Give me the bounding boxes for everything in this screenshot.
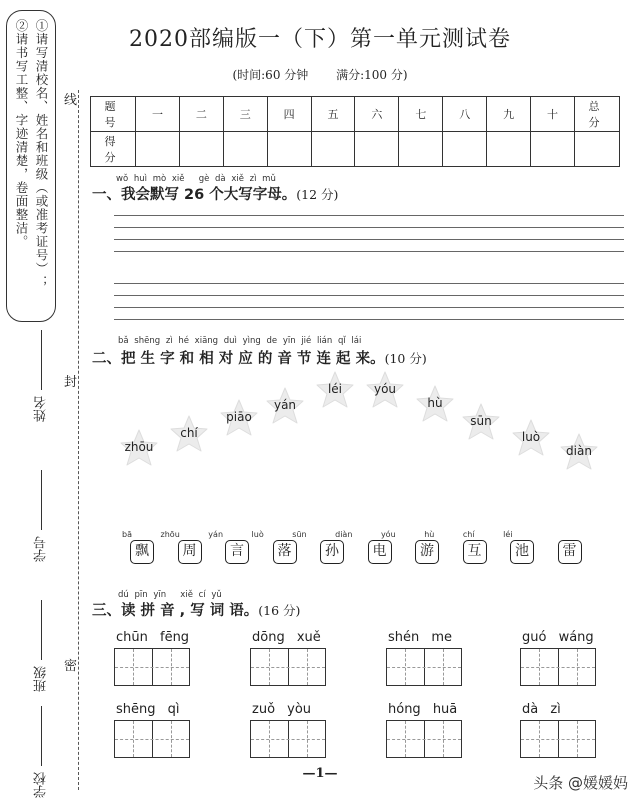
section1-title: 一、我会默写 26 个大写字母。 — [92, 187, 297, 203]
char-pinyin-row: bā zhōu yán luò sūn diàn yóu hù chí léi — [122, 530, 513, 539]
school-underline[interactable] — [42, 706, 43, 766]
character-box[interactable]: 雷 — [558, 540, 582, 564]
score-header-cell: 二 — [179, 97, 223, 132]
character-box[interactable]: 池 — [510, 540, 534, 564]
class-underline[interactable] — [42, 600, 43, 660]
character-box[interactable]: 落 — [273, 540, 297, 564]
section3-pinyin: dú pīn yīn xiě cí yǔ — [118, 590, 222, 600]
writing-grid[interactable] — [250, 720, 326, 758]
notice-box — [6, 10, 56, 322]
page-number: —1— — [302, 766, 338, 781]
writing-line[interactable] — [114, 319, 624, 320]
page-title: 2020部编版一（下）第一单元测试卷 — [129, 27, 511, 52]
writing-grid[interactable] — [386, 720, 462, 758]
section3-heading — [92, 599, 300, 620]
score-cell[interactable] — [574, 132, 619, 167]
writing-line[interactable] — [114, 239, 624, 240]
score-cell[interactable] — [267, 132, 311, 167]
score-row-label: 得 分 — [91, 132, 136, 167]
full-score-info: 满分:100 分) — [336, 68, 408, 82]
notice-line-2: ②请书写工整、字迹清楚，卷面整洁。 — [14, 19, 29, 249]
class-label: 班级 — [34, 666, 49, 692]
writing-line[interactable] — [114, 215, 624, 216]
star-pinyin: sūn — [470, 414, 492, 428]
section1-heading — [92, 183, 338, 204]
word-pinyin: dà zì — [522, 702, 561, 717]
pinyin-star[interactable] — [118, 428, 160, 468]
star-pinyin: yán — [273, 398, 297, 412]
writing-line[interactable] — [114, 307, 624, 308]
bind-char-xian: 线 — [64, 86, 77, 111]
character-box[interactable]: 游 — [415, 540, 439, 564]
writing-grid[interactable] — [250, 648, 326, 686]
writing-grid[interactable] — [520, 648, 596, 686]
score-cell[interactable] — [311, 132, 355, 167]
word-pinyin: guó wáng — [522, 630, 594, 645]
pinyin-star[interactable] — [168, 414, 210, 454]
number-field — [32, 470, 51, 562]
score-header-cell: 八 — [443, 97, 487, 132]
score-header-cell: 四 — [267, 97, 311, 132]
word-pinyin: dōng xuě — [252, 630, 321, 645]
school-field — [32, 706, 51, 798]
section1-pinyin: wǒ huì mò xiě gè dà xiě zì mǔ — [116, 174, 276, 184]
word-pinyin: shēng qì — [116, 702, 180, 717]
writing-line[interactable] — [114, 283, 624, 284]
section2-points: (10 分) — [384, 351, 427, 366]
number-label: 学号 — [34, 536, 49, 562]
score-header-cell: 六 — [355, 97, 399, 132]
star-pinyin: luò — [521, 430, 541, 444]
score-cell[interactable] — [179, 132, 223, 167]
pinyin-star[interactable] — [460, 402, 502, 442]
writing-line[interactable] — [114, 251, 624, 252]
writing-grid[interactable] — [114, 648, 190, 686]
character-box[interactable]: 互 — [463, 540, 487, 564]
time-info: (时间:60 分钟 — [232, 68, 309, 82]
score-cell[interactable] — [487, 132, 531, 167]
score-header-cell: 总 分 — [574, 97, 619, 132]
name-field — [32, 330, 51, 422]
word-pinyin: shén me — [388, 630, 453, 645]
class-field — [32, 600, 51, 692]
character-box[interactable]: 言 — [225, 540, 249, 564]
star-pinyin: léi — [327, 382, 343, 396]
bind-char-mi: 密 — [64, 652, 77, 677]
writing-line[interactable] — [114, 227, 624, 228]
star-pinyin: hù — [427, 396, 443, 410]
name-underline[interactable] — [42, 330, 43, 390]
score-cell[interactable] — [223, 132, 267, 167]
writing-grid[interactable] — [114, 720, 190, 758]
writing-grid[interactable] — [386, 648, 462, 686]
name-label: 姓名 — [34, 396, 49, 422]
section2-heading — [92, 347, 427, 368]
character-box[interactable]: 飘 — [130, 540, 154, 564]
word-pinyin: chūn fēng — [116, 630, 190, 645]
pinyin-star[interactable] — [264, 386, 306, 426]
pinyin-star[interactable] — [510, 418, 552, 458]
binding-line — [78, 90, 79, 790]
score-header-cell: 三 — [223, 97, 267, 132]
exam-info — [0, 66, 640, 83]
pinyin-star[interactable] — [218, 398, 260, 438]
section3-title: 三、读 拼 音 , 写 词 语。 — [92, 603, 259, 619]
pinyin-star[interactable] — [414, 384, 456, 424]
score-cell[interactable] — [136, 132, 180, 167]
character-box[interactable]: 电 — [368, 540, 392, 564]
score-table — [90, 96, 620, 167]
section2-pinyin: bǎ shēng zì hé xiāng duì yìng de yīn jié lián qǐ lái — [118, 336, 362, 346]
watermark: 头条 @媛媛妈 — [533, 774, 628, 792]
school-label: 学校 — [34, 772, 49, 798]
pinyin-star[interactable] — [314, 370, 356, 410]
section3-points: (16 分) — [258, 603, 301, 618]
writing-grid[interactable] — [520, 720, 596, 758]
number-underline[interactable] — [42, 470, 43, 530]
section1-points: (12 分) — [296, 187, 339, 202]
character-box[interactable]: 周 — [178, 540, 202, 564]
character-box[interactable]: 孙 — [320, 540, 344, 564]
score-header-cell: 一 — [136, 97, 180, 132]
star-pinyin: chí — [180, 426, 198, 440]
star-pinyin: yóu — [373, 382, 397, 396]
score-cell[interactable] — [355, 132, 399, 167]
bind-char-feng: 封 — [64, 368, 77, 393]
star-pinyin: zhōu — [124, 440, 154, 454]
score-header-cell: 七 — [399, 97, 443, 132]
score-header-cell: 五 — [311, 97, 355, 132]
score-cell[interactable] — [399, 132, 443, 167]
star-pinyin: piāo — [226, 410, 252, 424]
score-cell[interactable] — [531, 132, 575, 167]
score-cell[interactable] — [443, 132, 487, 167]
score-header-cell: 九 — [487, 97, 531, 132]
score-table-score-row — [91, 132, 620, 167]
word-pinyin: zuǒ yòu — [252, 702, 312, 717]
score-header-cell: 题 号 — [91, 97, 136, 132]
pinyin-star[interactable] — [558, 432, 600, 472]
score-header-cell: 十 — [531, 97, 575, 132]
word-pinyin: hóng huā — [388, 702, 458, 717]
star-pinyin: diàn — [566, 444, 592, 458]
section2-title: 二、把 生 字 和 相 对 应 的 音 节 连 起 来。 — [92, 351, 385, 367]
notice-line-1: ①请写清校名、姓名和班级（或准考证号）； — [34, 19, 49, 289]
score-table-header-row — [91, 97, 620, 132]
writing-line[interactable] — [114, 295, 624, 296]
pinyin-star[interactable] — [364, 370, 406, 410]
